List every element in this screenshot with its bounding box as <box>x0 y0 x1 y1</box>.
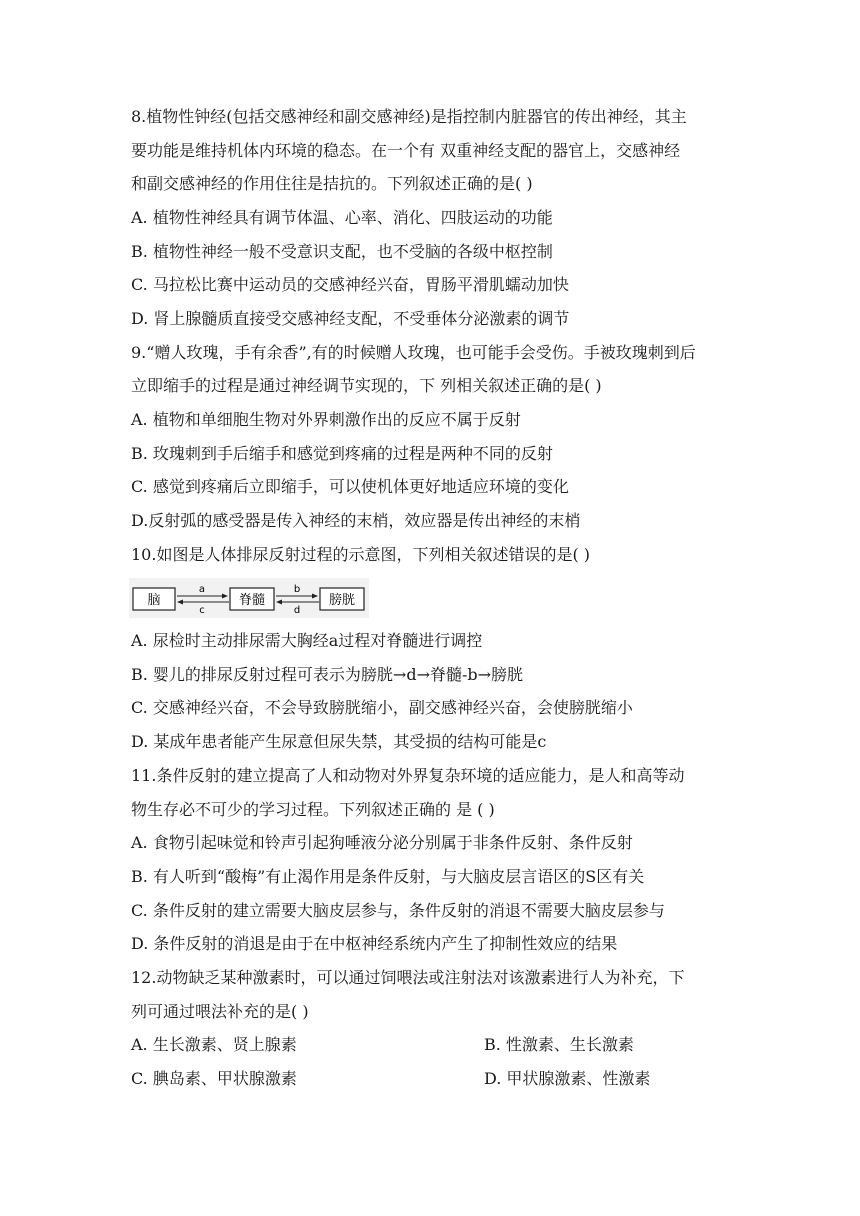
q8-stem-line-1: 8.植物性钟经(包括交感神经和副交感神经)是指控制内脏器官的传出神经，其主 <box>131 107 687 126</box>
q10-option-b: B. 婴儿的排尿反射过程可表示为膀胱→d→脊髓-b→膀胱 <box>131 665 524 684</box>
arrow-d-label: d <box>293 605 301 616</box>
arrow-b-label: b <box>293 584 301 595</box>
q10-option-a: A. 尿检时主动排尿需大胸经a过程对脊髓进行调控 <box>131 631 483 650</box>
q12-stem-line-1: 12.动物缺乏某种激素时，可以通过饲喂法或注射法对该激素进行人为补充，下 <box>131 968 685 987</box>
q8-stem-line-2: 要功能是维持机体内环境的稳态。在一个有 双重神经支配的器官上，交感神经 <box>131 141 681 160</box>
box-spinal-cord-label: 脊髓 <box>238 593 266 608</box>
q11-stem-line-2: 物生存必不可少的学习过程。下列叙述正确的 是 ( ) <box>131 800 495 819</box>
q12-option-b: B. 性激素、生长激素 <box>484 1035 634 1054</box>
reflex-arc-diagram <box>129 578 369 618</box>
q11-option-b: B. 有人听到“酸梅”有止渴作用是条件反射，与大脑皮层言语区的S区有关 <box>131 867 645 886</box>
q11-option-a: A. 食物引起味觉和铃声引起狗唾液分泌分别属于非条件反射、条件反射 <box>131 833 633 852</box>
q9-stem-line-2: 立即缩手的过程是通过神经调节实现的，下 列相关叙述正确的是( ) <box>131 376 602 395</box>
q8-option-c: C. 马拉松比赛中运动员的交感神经兴奋，胃肠平滑肌蠕动加快 <box>131 275 569 294</box>
q9-option-d: D.反射弧的感受器是传入神经的末梢，效应器是传出神经的末梢 <box>131 511 581 530</box>
q8-option-d: D. 肾上腺髓质直接受交感神经支配，不受垂体分泌激素的调节 <box>131 309 570 328</box>
q8-stem-line-3: 和副交感神经的作用住往是拮抗的。下列叙述正确的是( ) <box>131 174 533 193</box>
q12-option-d: D. 甲状腺激素、性激素 <box>484 1069 651 1088</box>
q9-stem-line-1: 9.“赠人玫瑰，手有余香”,有的时候赠人玫瑰，也可能手会受伤。手被玫瑰刺到后 <box>131 343 696 362</box>
q8-option-a: A. 植物性神经具有调节体温、心率、消化、四肢运动的功能 <box>131 208 553 227</box>
arrow-c-label: c <box>199 605 205 616</box>
q11-option-d: D. 条件反射的消退是由于在中枢神经系统内产生了抑制性效应的结果 <box>131 934 618 953</box>
q8-option-b: B. 植物性神经一般不受意识支配，也不受脑的各级中枢控制 <box>131 242 553 261</box>
arrow-a-label: a <box>198 584 206 595</box>
q10-option-d: D. 某成年患者能产生尿意但尿失禁，其受损的结构可能是c <box>131 732 547 751</box>
q12-option-a: A. 生长激素、贤上腺素 <box>131 1035 297 1054</box>
q10-stem-line-1: 10.如图是人体排尿反射过程的示意图，下列相关叙述错误的是( ) <box>131 545 591 564</box>
q9-option-b: B. 玫瑰刺到手后缩手和感觉到疼痛的过程是两种不同的反射 <box>131 444 553 463</box>
q11-stem-line-1: 11.条件反射的建立提高了人和动物对外界复杂环境的适应能力，是人和高等动 <box>131 766 685 785</box>
q10-option-c: C. 交感神经兴奋，不会导致膀胱缩小，副交感神经兴奋，会使膀胱缩小 <box>131 698 633 717</box>
q12-stem-line-2: 列可通过喂法补充的是( ) <box>131 1002 309 1021</box>
q12-option-c: C. 腆岛素、甲状腺激素 <box>131 1069 297 1088</box>
q9-option-c: C. 感觉到疼痛后立即缩手，可以使机体更好地适应环境的变化 <box>131 477 569 496</box>
box-brain-label: 脑 <box>147 593 161 608</box>
box-bladder-label: 膀胱 <box>328 593 356 608</box>
q11-option-c: C. 条件反射的建立需要大脑皮层参与，条件反射的消退不需要大脑皮层参与 <box>131 901 665 920</box>
q9-option-a: A. 植物和单细胞生物对外界刺激作出的反应不属于反射 <box>131 410 521 429</box>
